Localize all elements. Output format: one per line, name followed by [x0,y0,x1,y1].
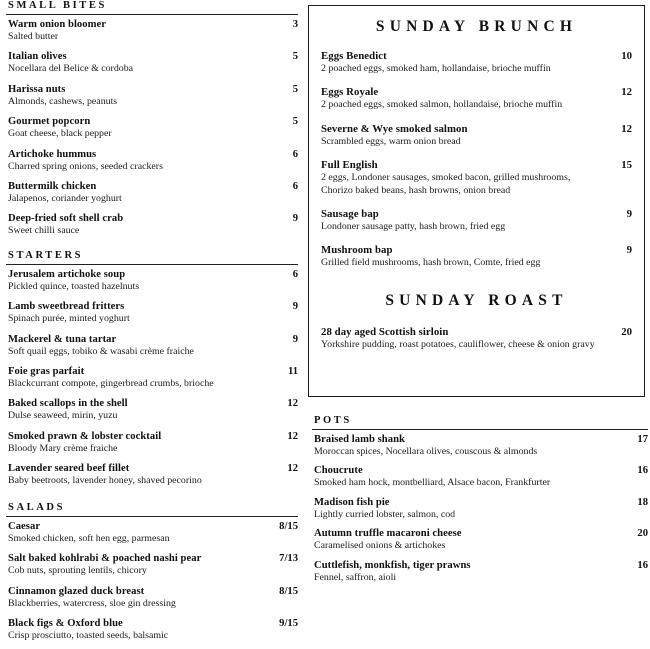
menu-item-name: Black figs & Oxford blue [8,617,123,629]
menu-item-name: Foie gras parfait [8,366,85,378]
menu-item-header [8,365,298,378]
section-divider [6,516,298,517]
menu-item-description: Charred spring onions, seeded crackers [8,160,163,172]
left-column [6,0,298,649]
menu-item-description: Caramelised onions & artichokes [314,540,446,552]
menu-item [6,115,298,140]
menu-item-name: Warm onion bloomer [8,19,107,30]
section-title-salads: SALADS [8,501,66,513]
menu-item-price: 9/15 [279,617,298,629]
menu-item-name: Artichoke hummus [8,148,97,160]
menu-item-header [8,430,298,443]
menu-item-price: 12 [287,398,298,410]
menu-item-price: 7/13 [279,553,298,565]
menu-item-price: 16 [637,465,648,477]
menu-item [321,123,632,148]
menu-item [6,585,298,610]
menu-item-name: Severne & Wye smoked salmon [321,122,468,135]
menu-item-header [321,86,632,99]
menu-item-name: Jerusalem artichoke soup [8,268,126,280]
menu-item-description: Blackcurrant compote, gingerbread crumbs, brioche [8,378,214,390]
menu-item-name: Salt baked kohlrabi & poached nashi pear [8,553,202,565]
menu-item-header [8,18,298,31]
menu-item [6,300,298,325]
menu-item-name: Harissa nuts [8,83,66,95]
menu-item-name: Cinnamon glazed duck breast [8,585,145,597]
menu-item [6,212,298,237]
menu-item-header [8,115,298,128]
menu-item [321,326,632,351]
menu-item-description: Goat cheese, black pepper [8,128,112,140]
menu-item-header [314,433,648,446]
menu-item [312,527,648,552]
menu-item-price: 12 [621,86,632,99]
menu-item-header [314,527,648,540]
menu-item-name: Eggs Royale [321,86,379,99]
menu-item-price: 18 [637,496,648,508]
menu-item-header [8,268,298,281]
menu-item-description: Smoked ham hock, montbelliard, Alsace bacon, Frankfurter [314,477,551,489]
menu-item-header [8,50,298,63]
menu-item-price: 9 [292,213,298,225]
menu-item-price: 9 [292,333,298,345]
menu-item-price: 6 [292,181,298,193]
menu-item-name: Madison fish pie [314,496,390,508]
menu-item-header [321,50,632,63]
menu-item-price: 11 [287,366,298,378]
menu-item-header [314,559,648,572]
section-title-starters: STARTERS [8,249,84,261]
menu-item [6,520,298,545]
menu-item-header [8,300,298,313]
menu-item [321,244,632,269]
menu-item-price: 5 [292,83,298,95]
menu-item-price: 9 [626,244,632,257]
menu-item-name: Gourmet popcorn [8,116,91,128]
menu-item [312,433,648,458]
menu-item [312,496,648,521]
menu-item-header [321,326,632,339]
section-salads [6,502,298,643]
menu-item-name: Deep-fried soft shell crab [8,213,124,225]
menu-item-name: Lavender seared beef fillet [8,463,130,475]
menu-item [321,50,632,75]
menu-item-price: 5 [292,116,298,128]
section-small-bites [6,0,298,238]
menu-item-description: Baby beetroots, lavender honey, shaved pecorino [8,475,202,487]
menu-item-header [8,397,298,410]
menu-item-name: Italian olives [8,51,67,63]
menu-item-description: Moroccan spices, Nocellara olives, couscous & almonds [314,446,538,457]
menu-item-price: 10 [621,50,632,62]
menu-item-price: 6 [292,268,298,280]
menu-item-description: Almonds, cashews, peanuts [8,95,118,107]
menu-item [6,83,298,108]
menu-item-price: 20 [637,528,648,540]
menu-item-name: Smoked prawn & lobster cocktail [8,430,162,442]
section-starters [6,250,298,488]
menu-item-name: Braised lamb shank [314,434,405,445]
menu-item-price: 12 [287,430,298,442]
menu-item-header [8,520,298,533]
menu-item-description: Salted butter [8,31,59,42]
menu-item-description: 2 poached eggs, smoked salmon, hollandaise, brioche muffin [321,99,563,111]
menu-item-name: Autumn truffle macaroni cheese [314,528,462,540]
section-divider [6,264,298,265]
menu-item-name: Caesar [8,520,41,532]
menu-item [6,430,298,455]
section-pots [312,415,648,590]
menu-item [6,50,298,75]
menu-item [6,18,298,43]
menu-item-header [321,244,632,257]
menu-item-header [8,585,298,598]
menu-item [6,617,298,642]
section-title-small-bites: SMALL BITES [8,0,107,11]
menu-item [6,148,298,173]
menu-item-header [8,83,298,96]
menu-item-description: Fennel, saffron, aioli [314,571,397,583]
menu-item-description: Dulse seaweed, mirin, yuzu [8,410,118,422]
menu-item-description: Cob nuts, sprouting lentils, chicory [8,565,147,577]
menu-item-price: 15 [621,159,632,172]
menu-item-description: Sweet chilli sauce [8,225,80,237]
menu-item-header [321,208,632,221]
menu-item-header [8,180,298,193]
menu-item-header [314,496,648,509]
menu-item-description: Lightly curried lobster, salmon, cod [314,508,456,520]
section-divider [312,429,648,430]
menu-item [312,559,648,584]
menu-item-description: Scrambled eggs, warm onion bread [321,135,461,147]
menu-item-description: Pickled quince, toasted hazelnuts [8,280,140,292]
menu-item-description: Blackberries, watercress, sloe gin dressing [8,597,176,609]
menu-item-price: 12 [621,122,632,135]
section-divider [6,14,298,15]
menu-item-price: 8/15 [279,520,298,532]
menu-item-price: 8/15 [279,585,298,597]
menu-item [321,208,632,233]
menu-item-description: Grilled field mushrooms, hash brown, Comte, fried egg [321,257,541,269]
menu-item-header [321,159,632,172]
menu-item-header [314,464,648,477]
menu-item-description: Londoner sausage patty, hash brown, fried egg [321,221,506,233]
menu-item-header [8,462,298,475]
menu-item-header [8,617,298,630]
menu-item-price: 16 [637,559,648,571]
sunday-panel-content [309,6,644,351]
menu-item-header [8,212,298,225]
menu-item-name: Cuttlefish, monkfish, tiger prawns [314,559,471,571]
menu-item-header [8,552,298,565]
menu-item-description: Smoked chicken, soft hen egg, parmesan [8,532,170,544]
menu-item-description: 2 poached eggs, smoked ham, hollandaise, brioche muffin [321,63,551,74]
menu-item-description: Bloody Mary crème fraiche [8,442,118,454]
menu-item-name: Sausage bap [321,208,379,221]
menu-item-price: 20 [621,325,632,338]
panel-title-sunday-brunch: SUNDAY BRUNCH [375,18,578,35]
menu-item-price: 6 [292,148,298,160]
menu-item-price: 17 [637,434,648,445]
menu-item [321,159,632,197]
menu-item-price: 9 [292,301,298,313]
menu-item-header [8,148,298,161]
section-title-pots: POTS [314,415,352,426]
menu-item-name: Mushroom bap [321,244,393,257]
menu-item-name: Lamb sweetbread fritters [8,301,125,313]
menu-item-header [8,333,298,346]
menu-item-price: 9 [626,208,632,221]
menu-item-description-line2: Chorizo baked beans, hash browns, onion bread [321,184,511,196]
menu-item-header [321,123,632,136]
menu-item [6,462,298,487]
menu-item [321,86,632,111]
menu-item [6,268,298,293]
menu-item [312,464,648,489]
menu-item-name: Choucrute [314,465,363,477]
menu-item-name: Mackerel & tuna tartar [8,333,117,345]
menu-item-description: Crisp prosciutto, toasted seeds, balsamic [8,629,169,641]
menu-item-name: Baked scallops in the shell [8,398,128,410]
menu-item-price: 3 [292,19,298,30]
menu-item [6,365,298,390]
menu-item-description: Jalapenos, coriander yoghurt [8,193,122,205]
sunday-panel [308,5,645,397]
menu-item-price: 5 [292,51,298,63]
menu-item-name: 28 day aged Scottish sirloin [321,325,449,338]
menu-item-name: Eggs Benedict [321,50,387,62]
menu-item-name: Buttermilk chicken [8,181,97,193]
menu-item-description: 2 eggs, Londoner sausages, smoked bacon, grilled mushrooms, [321,172,571,184]
panel-title-sunday-roast: SUNDAY ROAST [385,291,568,309]
menu-item [6,180,298,205]
menu-item [6,333,298,358]
menu-item-description: Spinach purée, minted yoghurt [8,313,130,325]
menu-item-price: 12 [287,463,298,475]
menu-item-description: Nocellara del Belice & cordoba [8,63,134,75]
menu-item-name: Full English [321,159,378,172]
menu-item-description: Soft quail eggs, tobiko & wasabi crème fraiche [8,345,194,357]
menu-item-description: Yorkshire pudding, roast potatoes, cauliflower, cheese & onion gravy [321,338,595,350]
menu-item [6,397,298,422]
